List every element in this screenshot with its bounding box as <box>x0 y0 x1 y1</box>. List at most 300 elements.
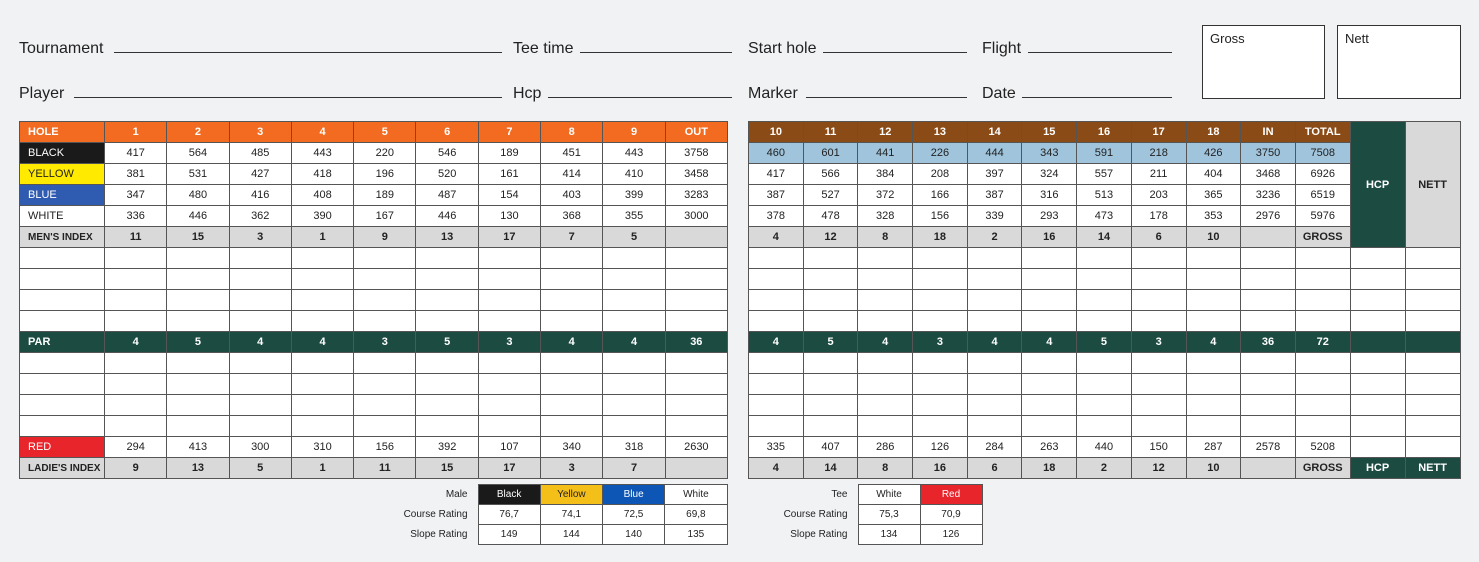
score-cell[interactable] <box>803 395 858 416</box>
score-cell[interactable] <box>229 290 291 311</box>
score-cell[interactable] <box>749 416 804 437</box>
score-cell[interactable] <box>1405 311 1460 332</box>
back-cell-red: 150 <box>1131 437 1186 458</box>
front-cell-red: 413 <box>167 437 229 458</box>
score-cell[interactable] <box>1131 290 1186 311</box>
back-cell-mens-index: 12 <box>803 227 858 248</box>
front-cell-black: 417 <box>105 143 167 164</box>
back-cell-yellow: 384 <box>858 164 913 185</box>
score-cell[interactable] <box>665 416 727 437</box>
marker-field[interactable] <box>806 97 967 98</box>
score-cell[interactable] <box>167 269 229 290</box>
score-cell[interactable] <box>478 248 540 269</box>
score-cell[interactable] <box>1186 311 1241 332</box>
score-cell[interactable] <box>1295 269 1350 290</box>
back-cell-yellow: 417 <box>749 164 804 185</box>
score-cell[interactable] <box>603 311 665 332</box>
front-cell-ladies-index: 17 <box>478 458 540 479</box>
score-cell[interactable] <box>354 416 416 437</box>
score-cell[interactable] <box>603 248 665 269</box>
score-cell[interactable] <box>1022 290 1077 311</box>
score-cell[interactable] <box>291 374 353 395</box>
marker-label: Marker <box>748 85 798 102</box>
back-cell-par: 3 <box>913 332 968 353</box>
front-cell-black: 3758 <box>665 143 727 164</box>
back-cell-yellow: 6926 <box>1295 164 1350 185</box>
score-cell[interactable] <box>20 395 105 416</box>
score-cell[interactable] <box>1241 353 1296 374</box>
score-cell[interactable] <box>229 416 291 437</box>
score-cell[interactable] <box>541 395 603 416</box>
front-cell-par: 4 <box>105 332 167 353</box>
score-cell[interactable] <box>1295 374 1350 395</box>
score-row <box>749 353 1461 374</box>
back-cell-white: 2976 <box>1241 206 1296 227</box>
hcp-header: HCP <box>1350 122 1405 248</box>
back-cell-blue: 372 <box>858 185 913 206</box>
back-row-red <box>749 437 1461 458</box>
male-slope-rating-value: 149 <box>478 525 540 545</box>
score-cell[interactable] <box>1022 395 1077 416</box>
score-cell[interactable] <box>1405 290 1460 311</box>
score-cell[interactable] <box>665 311 727 332</box>
score-cell[interactable] <box>541 416 603 437</box>
score-cell[interactable] <box>665 374 727 395</box>
back-cell-ladies-index: 8 <box>858 458 913 479</box>
score-cell[interactable] <box>803 248 858 269</box>
score-cell[interactable] <box>105 248 167 269</box>
score-cell[interactable] <box>229 311 291 332</box>
score-cell[interactable] <box>541 248 603 269</box>
back-cell-par: 5 <box>1077 332 1132 353</box>
score-cell[interactable] <box>541 374 603 395</box>
score-cell[interactable] <box>229 353 291 374</box>
score-cell[interactable] <box>749 353 804 374</box>
score-cell[interactable] <box>20 311 105 332</box>
score-cell[interactable] <box>1022 269 1077 290</box>
back-cell-ladies-index: 4 <box>749 458 804 479</box>
score-cell[interactable] <box>665 269 727 290</box>
back-cell-red: 407 <box>803 437 858 458</box>
score-cell[interactable] <box>749 311 804 332</box>
back-cell-red: 440 <box>1077 437 1132 458</box>
score-cell[interactable] <box>291 269 353 290</box>
back-cell-par: 4 <box>749 332 804 353</box>
score-cell[interactable] <box>229 248 291 269</box>
score-cell[interactable] <box>665 395 727 416</box>
front-cell-hole: 6 <box>416 122 478 143</box>
back-cell-black: 441 <box>858 143 913 164</box>
score-cell[interactable] <box>1077 374 1132 395</box>
score-cell[interactable] <box>478 269 540 290</box>
back-cell-white: 478 <box>803 206 858 227</box>
score-cell[interactable] <box>1077 416 1132 437</box>
date-field[interactable] <box>1022 97 1172 98</box>
score-cell[interactable] <box>1350 311 1405 332</box>
score-cell[interactable] <box>20 269 105 290</box>
player-field[interactable] <box>74 97 502 98</box>
start-hole-label: Start hole <box>748 40 817 57</box>
score-cell[interactable] <box>858 311 913 332</box>
front-cell-yellow: 3458 <box>665 164 727 185</box>
score-cell[interactable] <box>858 248 913 269</box>
front-cell-yellow: 418 <box>291 164 353 185</box>
score-cell[interactable] <box>1131 269 1186 290</box>
score-cell[interactable] <box>603 290 665 311</box>
score-cell[interactable] <box>416 269 478 290</box>
score-cell[interactable] <box>1241 416 1296 437</box>
front-cell-ladies-index: 9 <box>105 458 167 479</box>
gross-box-label: Gross <box>1210 31 1245 46</box>
back-row-hole <box>749 122 1461 143</box>
score-cell[interactable] <box>1077 353 1132 374</box>
score-cell[interactable] <box>167 374 229 395</box>
back-cell-mens-index: 16 <box>1022 227 1077 248</box>
score-cell[interactable] <box>291 416 353 437</box>
score-cell[interactable] <box>167 395 229 416</box>
score-cell[interactable] <box>354 395 416 416</box>
score-cell[interactable] <box>1350 416 1405 437</box>
back-cell-mens-index: 4 <box>749 227 804 248</box>
score-cell[interactable] <box>1241 395 1296 416</box>
front-cell-par: 36 <box>665 332 727 353</box>
score-cell[interactable] <box>541 269 603 290</box>
score-cell[interactable] <box>803 269 858 290</box>
front-cell-par: 4 <box>229 332 291 353</box>
score-cell[interactable] <box>1295 311 1350 332</box>
score-cell[interactable] <box>1350 269 1405 290</box>
score-cell[interactable] <box>167 416 229 437</box>
score-cell[interactable] <box>105 269 167 290</box>
front-cell-hole: 1 <box>105 122 167 143</box>
front-cell-blue: 408 <box>291 185 353 206</box>
score-cell[interactable] <box>1405 374 1460 395</box>
score-cell[interactable] <box>1405 248 1460 269</box>
score-cell[interactable] <box>354 269 416 290</box>
score-cell[interactable] <box>1241 311 1296 332</box>
front-cell-black: 443 <box>603 143 665 164</box>
front-cell-yellow: 531 <box>167 164 229 185</box>
score-cell[interactable] <box>20 416 105 437</box>
back-cell-mens-index: 18 <box>913 227 968 248</box>
male-course-rating-value: 72,5 <box>603 505 665 525</box>
score-row <box>20 269 728 290</box>
front-cell-mens-index: 15 <box>167 227 229 248</box>
score-cell[interactable] <box>967 248 1022 269</box>
score-cell[interactable] <box>1077 311 1132 332</box>
score-cell[interactable] <box>803 416 858 437</box>
front-cell-hole: 4 <box>291 122 353 143</box>
score-cell[interactable] <box>1241 269 1296 290</box>
score-cell[interactable] <box>416 311 478 332</box>
gross-box[interactable] <box>1202 25 1325 99</box>
score-cell[interactable] <box>603 269 665 290</box>
score-cell[interactable] <box>1295 353 1350 374</box>
female-tee-label: Tee <box>831 489 848 500</box>
front-cell-yellow: 427 <box>229 164 291 185</box>
score-cell[interactable] <box>858 395 913 416</box>
back-cell-blue: 6519 <box>1295 185 1350 206</box>
score-cell[interactable] <box>105 374 167 395</box>
front-cell-par: 5 <box>167 332 229 353</box>
front-cell-hole: 8 <box>541 122 603 143</box>
score-cell[interactable] <box>1295 248 1350 269</box>
back-cell-white: 178 <box>1131 206 1186 227</box>
score-cell[interactable] <box>229 395 291 416</box>
score-cell[interactable] <box>603 416 665 437</box>
score-cell[interactable] <box>478 395 540 416</box>
score-cell[interactable] <box>1077 248 1132 269</box>
score-cell[interactable] <box>1186 269 1241 290</box>
score-cell[interactable] <box>665 290 727 311</box>
score-cell[interactable] <box>913 353 968 374</box>
score-cell[interactable] <box>416 395 478 416</box>
score-cell[interactable] <box>416 290 478 311</box>
score-cell[interactable] <box>1405 395 1460 416</box>
front-cell-black: 485 <box>229 143 291 164</box>
score-cell[interactable] <box>858 269 913 290</box>
score-cell[interactable] <box>749 395 804 416</box>
score-cell[interactable] <box>354 290 416 311</box>
score-cell[interactable] <box>1131 311 1186 332</box>
score-cell[interactable] <box>354 248 416 269</box>
score-cell[interactable] <box>749 248 804 269</box>
score-cell[interactable] <box>20 290 105 311</box>
score-cell[interactable] <box>1350 395 1405 416</box>
score-cell[interactable] <box>1350 374 1405 395</box>
female-slope-rating-label: Slope Rating <box>790 529 848 540</box>
score-cell[interactable] <box>291 290 353 311</box>
score-cell[interactable] <box>1022 311 1077 332</box>
back-cell-hole: 16 <box>1077 122 1132 143</box>
score-cell[interactable] <box>541 290 603 311</box>
score-cell[interactable] <box>229 269 291 290</box>
nett-par-cell[interactable] <box>1405 332 1460 353</box>
score-cell[interactable] <box>913 269 968 290</box>
score-cell[interactable] <box>1405 416 1460 437</box>
back-cell-ladies-index: 10 <box>1186 458 1241 479</box>
score-cell[interactable] <box>416 416 478 437</box>
back-cell-red: 263 <box>1022 437 1077 458</box>
male-tee-value: Blue <box>603 485 665 505</box>
score-cell[interactable] <box>603 374 665 395</box>
front-cell-ladies-index: 3 <box>541 458 603 479</box>
score-cell[interactable] <box>20 353 105 374</box>
score-cell[interactable] <box>913 311 968 332</box>
score-cell[interactable] <box>967 353 1022 374</box>
front-cell-white: 446 <box>167 206 229 227</box>
score-cell[interactable] <box>291 248 353 269</box>
score-cell[interactable] <box>913 248 968 269</box>
front-label-red: RED <box>20 437 105 458</box>
score-cell[interactable] <box>1186 290 1241 311</box>
score-cell[interactable] <box>749 374 804 395</box>
front-cell-yellow: 520 <box>416 164 478 185</box>
back-cell-red: 284 <box>967 437 1022 458</box>
score-cell[interactable] <box>1077 269 1132 290</box>
back-cell-yellow: 557 <box>1077 164 1132 185</box>
female-slope-rating-value: 126 <box>920 525 982 545</box>
score-cell[interactable] <box>967 395 1022 416</box>
score-cell[interactable] <box>291 311 353 332</box>
score-cell[interactable] <box>967 374 1022 395</box>
score-cell[interactable] <box>967 416 1022 437</box>
score-cell[interactable] <box>803 311 858 332</box>
front-row-mens-index <box>20 227 728 248</box>
front-cell-par: 5 <box>416 332 478 353</box>
hcp-cell[interactable] <box>1350 437 1405 458</box>
back-cell-par: 4 <box>858 332 913 353</box>
score-cell[interactable] <box>478 353 540 374</box>
score-cell[interactable] <box>167 290 229 311</box>
back-cell-blue: 387 <box>967 185 1022 206</box>
score-cell[interactable] <box>1186 416 1241 437</box>
score-cell[interactable] <box>1350 353 1405 374</box>
front-cell-mens-index: 11 <box>105 227 167 248</box>
front-cell-white: 3000 <box>665 206 727 227</box>
flight-label: Flight <box>982 40 1022 57</box>
score-cell[interactable] <box>416 248 478 269</box>
score-cell[interactable] <box>1295 416 1350 437</box>
score-cell[interactable] <box>167 311 229 332</box>
front-cell-white: 390 <box>291 206 353 227</box>
score-cell[interactable] <box>913 395 968 416</box>
score-cell[interactable] <box>1131 395 1186 416</box>
score-cell[interactable] <box>416 353 478 374</box>
score-cell[interactable] <box>967 311 1022 332</box>
front-cell-mens-index <box>665 227 727 248</box>
back-cell-blue: 3236 <box>1241 185 1296 206</box>
score-cell[interactable] <box>105 311 167 332</box>
score-cell[interactable] <box>1405 353 1460 374</box>
score-cell[interactable] <box>1077 290 1132 311</box>
hcp-field[interactable] <box>548 97 732 98</box>
score-cell[interactable] <box>1131 374 1186 395</box>
score-cell[interactable] <box>105 416 167 437</box>
front-cell-hole: 5 <box>354 122 416 143</box>
score-cell[interactable] <box>478 374 540 395</box>
score-cell[interactable] <box>1350 290 1405 311</box>
score-cell[interactable] <box>858 374 913 395</box>
score-cell[interactable] <box>1241 248 1296 269</box>
hcp-footer: HCP <box>1350 458 1405 479</box>
flight-field[interactable] <box>1028 52 1172 53</box>
score-cell[interactable] <box>20 374 105 395</box>
score-cell[interactable] <box>1022 248 1077 269</box>
score-cell[interactable] <box>913 290 968 311</box>
front-cell-par: 3 <box>478 332 540 353</box>
score-cell[interactable] <box>913 416 968 437</box>
front-cell-hole: OUT <box>665 122 727 143</box>
back-cell-red: 335 <box>749 437 804 458</box>
back-cell-white: 293 <box>1022 206 1077 227</box>
score-cell[interactable] <box>20 248 105 269</box>
score-cell[interactable] <box>803 290 858 311</box>
score-cell[interactable] <box>603 353 665 374</box>
score-cell[interactable] <box>1295 290 1350 311</box>
back-cell-white: 156 <box>913 206 968 227</box>
score-cell[interactable] <box>603 395 665 416</box>
score-cell[interactable] <box>291 395 353 416</box>
score-cell[interactable] <box>354 311 416 332</box>
back-cell-black: 426 <box>1186 143 1241 164</box>
score-cell[interactable] <box>105 353 167 374</box>
score-cell[interactable] <box>1022 416 1077 437</box>
front-cell-par: 3 <box>354 332 416 353</box>
score-cell[interactable] <box>665 248 727 269</box>
back-cell-blue: 316 <box>1022 185 1077 206</box>
score-cell[interactable] <box>858 290 913 311</box>
score-cell[interactable] <box>749 269 804 290</box>
score-cell[interactable] <box>1186 374 1241 395</box>
score-cell[interactable] <box>1241 290 1296 311</box>
score-cell[interactable] <box>1186 353 1241 374</box>
score-cell[interactable] <box>1131 416 1186 437</box>
score-cell[interactable] <box>967 290 1022 311</box>
score-cell[interactable] <box>167 248 229 269</box>
score-cell[interactable] <box>858 416 913 437</box>
nett-cell[interactable] <box>1405 437 1460 458</box>
tee-time-field[interactable] <box>580 52 732 53</box>
score-cell[interactable] <box>478 290 540 311</box>
score-cell[interactable] <box>229 374 291 395</box>
score-cell[interactable] <box>1241 374 1296 395</box>
score-cell[interactable] <box>105 290 167 311</box>
score-cell[interactable] <box>354 353 416 374</box>
score-cell[interactable] <box>1350 248 1405 269</box>
score-cell[interactable] <box>541 353 603 374</box>
back-cell-yellow: 324 <box>1022 164 1077 185</box>
score-cell[interactable] <box>803 374 858 395</box>
score-cell[interactable] <box>354 374 416 395</box>
score-cell[interactable] <box>1295 395 1350 416</box>
score-cell[interactable] <box>665 353 727 374</box>
score-cell[interactable] <box>541 311 603 332</box>
score-cell[interactable] <box>1131 353 1186 374</box>
score-cell[interactable] <box>1022 353 1077 374</box>
score-cell[interactable] <box>478 416 540 437</box>
score-cell[interactable] <box>803 353 858 374</box>
tournament-field[interactable] <box>114 52 502 53</box>
score-cell[interactable] <box>1186 248 1241 269</box>
nett-box-label: Nett <box>1345 31 1369 46</box>
score-cell[interactable] <box>858 353 913 374</box>
score-cell[interactable] <box>1131 248 1186 269</box>
score-cell[interactable] <box>913 374 968 395</box>
back-cell-yellow: 566 <box>803 164 858 185</box>
score-cell[interactable] <box>1405 269 1460 290</box>
back-cell-hole: 12 <box>858 122 913 143</box>
back-cell-blue: 527 <box>803 185 858 206</box>
score-cell[interactable] <box>1022 374 1077 395</box>
score-cell[interactable] <box>478 311 540 332</box>
score-cell[interactable] <box>1077 395 1132 416</box>
score-cell[interactable] <box>967 269 1022 290</box>
hcp-par-cell[interactable] <box>1350 332 1405 353</box>
score-cell[interactable] <box>105 395 167 416</box>
score-cell[interactable] <box>291 353 353 374</box>
back-cell-hole: 15 <box>1022 122 1077 143</box>
score-cell[interactable] <box>1186 395 1241 416</box>
score-row <box>20 416 728 437</box>
front-cell-red: 300 <box>229 437 291 458</box>
start-hole-field[interactable] <box>823 52 967 53</box>
score-cell[interactable] <box>416 374 478 395</box>
score-cell[interactable] <box>749 290 804 311</box>
back-cell-red: 5208 <box>1295 437 1350 458</box>
score-cell[interactable] <box>167 353 229 374</box>
nett-box[interactable] <box>1337 25 1461 99</box>
